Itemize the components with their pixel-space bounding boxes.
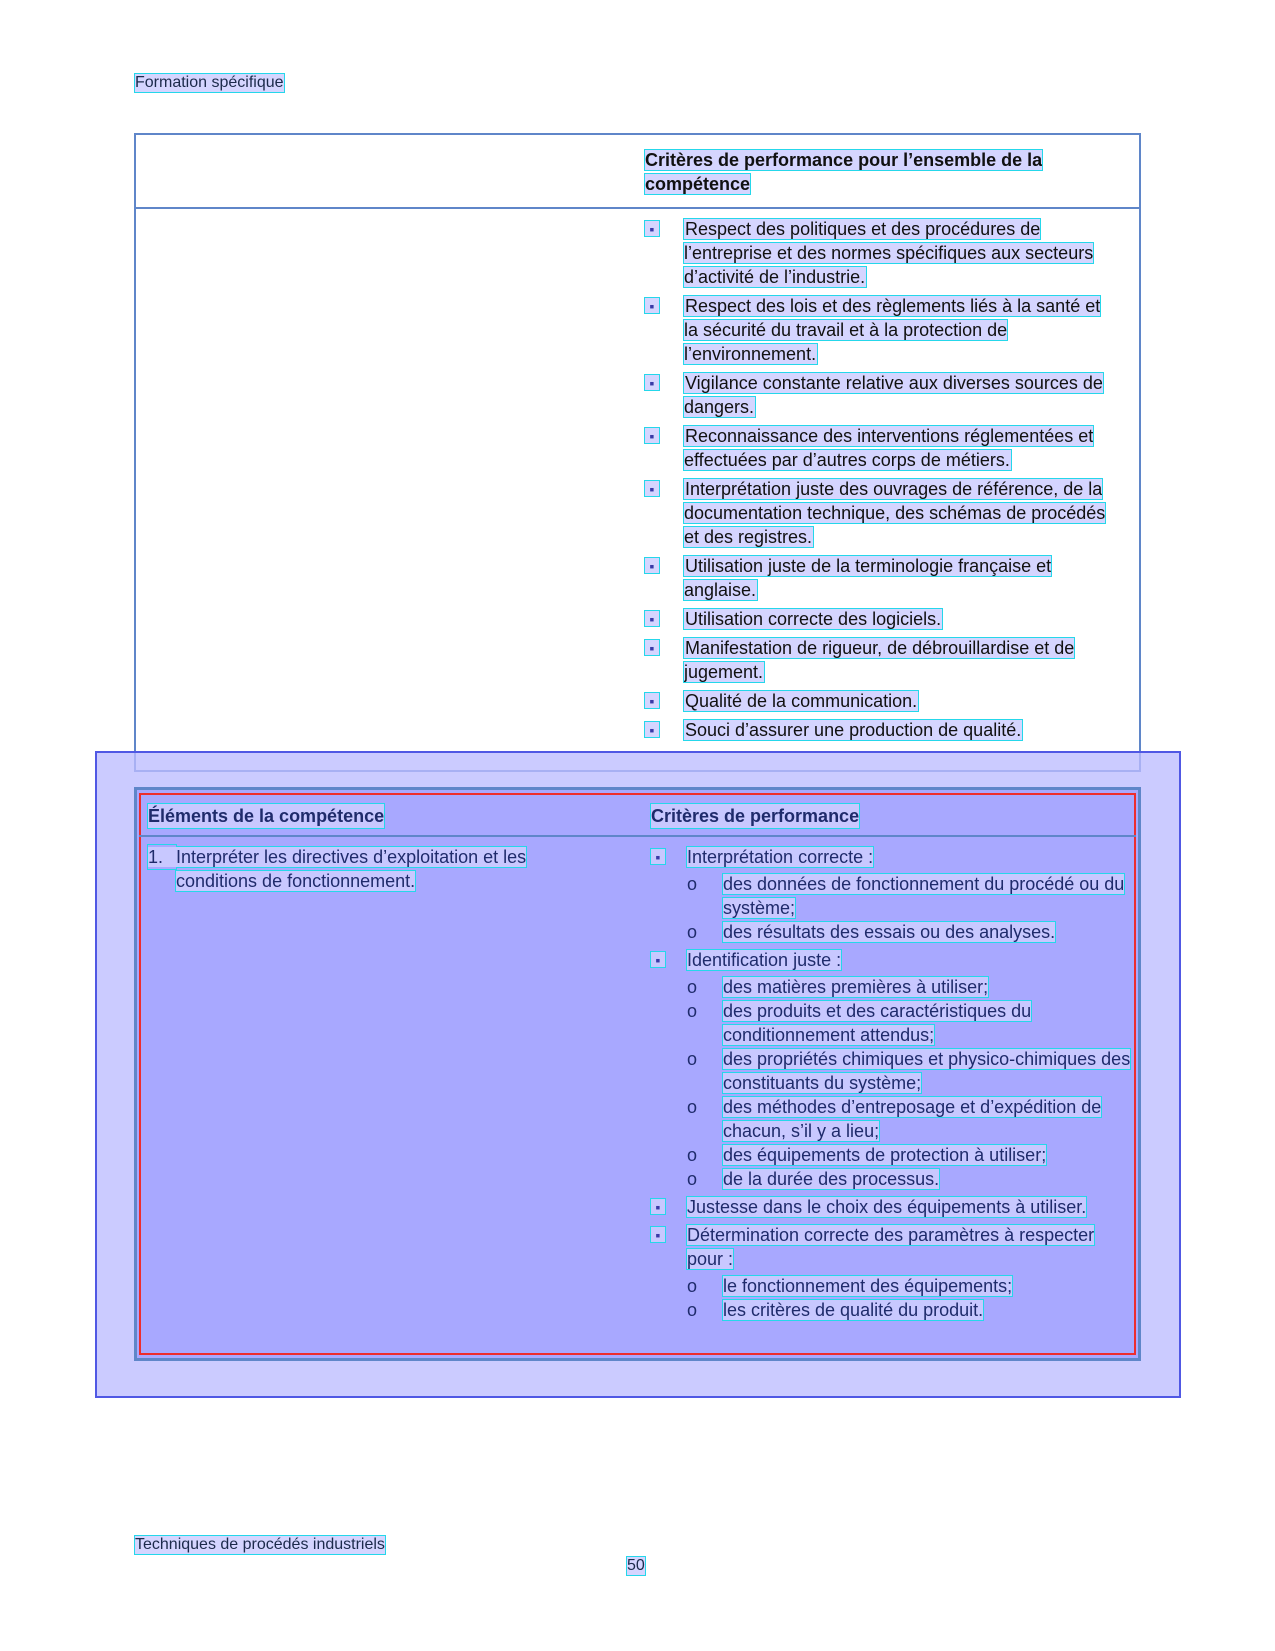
- criteria-text: Manifestation de rigueur, de débrouillardise et de jugement.: [684, 638, 1075, 682]
- criteria-text: Souci d’assurer une production de qualité.: [685, 720, 1022, 740]
- performance-subitem-text: des données de fonctionnement du procédé ou du système;: [723, 874, 1125, 918]
- performance-subitem: [687, 1143, 1131, 1167]
- square-bullet-icon: ▪: [651, 1199, 665, 1214]
- performance-subitem: [687, 1298, 1131, 1322]
- performance-subitem-text: des propriétés chimiques et physico-chimiques des constituants du système;: [723, 1049, 1131, 1093]
- performance-subitem: [687, 872, 1131, 920]
- square-bullet-icon: ▪: [651, 849, 665, 864]
- element-line-1-text: Interpréter les directives d’exploitation et les: [176, 847, 527, 867]
- criteria-table: [134, 133, 1141, 772]
- performance-subitem-text: les critères de qualité du produit.: [723, 1300, 984, 1320]
- performance-item: [651, 845, 1131, 944]
- square-bullet-icon: ▪: [645, 375, 659, 390]
- performance-subitem: [687, 1274, 1131, 1298]
- elements-column-header: Éléments de la compétence: [148, 806, 385, 826]
- performance-subitem: [687, 975, 1131, 999]
- square-bullet-icon: ▪: [645, 221, 659, 236]
- performance-subitem-text: de la durée des processus.: [723, 1169, 940, 1189]
- page-number: 50: [627, 1557, 645, 1574]
- performance-item: [651, 948, 1131, 1191]
- performance-subitem-text: des produits et des caractéristiques du conditionnement attendus;: [723, 1001, 1032, 1045]
- performance-item: [651, 1195, 1131, 1219]
- performance-subitem-text: des méthodes d’entreposage et d’expédition de chacun, s’il y a lieu;: [723, 1097, 1102, 1141]
- criteria-item: [645, 424, 1115, 472]
- performance-label: Détermination correcte des paramètres à respecter pour :: [687, 1225, 1095, 1269]
- performance-sublist: [687, 1274, 1131, 1322]
- circle-o-bullet-icon: o: [687, 1097, 698, 1117]
- circle-o-bullet-icon: o: [687, 1049, 698, 1069]
- performance-subitem-text: des équipements de protection à utiliser;: [723, 1145, 1047, 1165]
- circle-o-bullet-icon: o: [687, 977, 698, 997]
- square-bullet-icon: ▪: [645, 693, 659, 708]
- element-number: 1.: [148, 847, 164, 867]
- square-bullet-icon: ▪: [645, 558, 659, 573]
- square-bullet-icon: ▪: [645, 298, 659, 313]
- criteria-item: [645, 636, 1115, 684]
- performance-subitem: [687, 1047, 1131, 1095]
- criteria-text: Utilisation juste de la terminologie française et anglaise.: [684, 556, 1052, 600]
- performance-subitem-text: des matières premières à utiliser;: [723, 977, 989, 997]
- criteria-item: [645, 718, 1115, 742]
- running-footer: Techniques de procédés industriels: [135, 1536, 385, 1553]
- competence-element: [148, 845, 628, 893]
- criteria-text: Respect des lois et des règlements liés à la santé et la sécurité du travail et à la protection de l’environnement.: [684, 296, 1101, 364]
- criteria-item: [645, 217, 1115, 289]
- criteria-text: Qualité de la communication.: [685, 691, 918, 711]
- criteria-text: Reconnaissance des interventions réglementées et effectuées par d’autres corps de métiers.: [684, 426, 1094, 470]
- criteria-item: [645, 607, 1115, 631]
- criteria-text: Respect des politiques et des procédures de l’entreprise et des normes spécifiques aux secteurs d’activité de l’industrie.: [684, 219, 1094, 287]
- performance-subitem: [687, 999, 1131, 1047]
- criteria-item: [645, 294, 1115, 366]
- performance-sublist: [687, 975, 1131, 1191]
- criteria-header: [645, 148, 1105, 196]
- performance-column-header: Critères de performance: [651, 806, 860, 826]
- criteria-item: [645, 689, 1115, 713]
- square-bullet-icon: ▪: [645, 428, 659, 443]
- performance-list: [651, 845, 1131, 1326]
- circle-o-bullet-icon: o: [687, 1145, 698, 1165]
- criteria-text: Vigilance constante relative aux diverses sources de dangers.: [684, 373, 1103, 417]
- header-divider: [139, 835, 1136, 837]
- square-bullet-icon: ▪: [651, 952, 665, 967]
- performance-subitem-text: des résultats des essais ou des analyses.: [723, 922, 1056, 942]
- performance-label: Interprétation correcte :: [687, 847, 874, 867]
- square-bullet-icon: ▪: [651, 1227, 665, 1242]
- criteria-list: [645, 217, 1115, 747]
- elements-table: [134, 787, 1141, 1361]
- performance-label: Justesse dans le choix des équipements à utiliser.: [687, 1197, 1087, 1217]
- circle-o-bullet-icon: o: [687, 1276, 698, 1296]
- performance-subitem: [687, 1095, 1131, 1143]
- element-line-1: [148, 847, 526, 867]
- circle-o-bullet-icon: o: [687, 874, 698, 894]
- criteria-item: [645, 477, 1115, 549]
- criteria-item: [645, 371, 1115, 419]
- performance-item: [651, 1223, 1131, 1322]
- criteria-item: [645, 554, 1115, 602]
- criteria-text: Utilisation correcte des logiciels.: [685, 609, 942, 629]
- circle-o-bullet-icon: o: [687, 1001, 698, 1021]
- performance-label: Identification juste :: [687, 950, 842, 970]
- square-bullet-icon: ▪: [645, 640, 659, 655]
- criteria-table-header: [136, 135, 1139, 209]
- criteria-text: Interprétation juste des ouvrages de référence, de la documentation technique, des schémas de procédés et des registres.: [684, 479, 1106, 547]
- square-bullet-icon: ▪: [645, 481, 659, 496]
- performance-sublist: [687, 872, 1131, 944]
- square-bullet-icon: ▪: [645, 611, 659, 626]
- circle-o-bullet-icon: o: [687, 1300, 698, 1320]
- square-bullet-icon: ▪: [645, 722, 659, 737]
- criteria-header-text: Critères de performance pour l’ensemble de la compétence: [645, 150, 1043, 194]
- circle-o-bullet-icon: o: [687, 922, 698, 942]
- circle-o-bullet-icon: o: [687, 1169, 698, 1189]
- performance-subitem: [687, 1167, 1131, 1191]
- element-line-2-text: conditions de fonctionnement.: [176, 871, 416, 891]
- performance-subitem: [687, 920, 1131, 944]
- element-line-2: [148, 869, 628, 893]
- running-header: Formation spécifique: [135, 74, 284, 91]
- performance-subitem-text: le fonctionnement des équipements;: [723, 1276, 1013, 1296]
